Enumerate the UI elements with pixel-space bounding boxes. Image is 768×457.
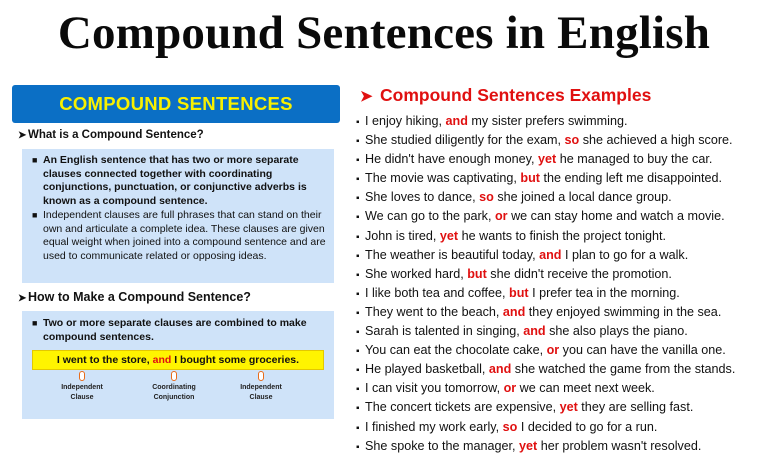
square-bullet-icon: ▪	[356, 193, 360, 205]
example-second-clause: she watched the game from the stands.	[511, 362, 736, 377]
square-bullet-icon: ▪	[356, 250, 360, 262]
example-first-clause: The weather is beautiful today,	[365, 247, 540, 262]
question-how-text: How to Make a Compound Sentence?	[28, 290, 251, 304]
example-first-clause: I enjoy hiking,	[365, 114, 446, 128]
example-list-item	[356, 322, 756, 341]
example-first-clause: John is tired,	[365, 228, 440, 243]
example-first-clause: She worked hard,	[365, 266, 468, 281]
square-bullet-icon: ■	[32, 155, 38, 165]
example-list-item	[356, 131, 756, 150]
example-first-clause: I like both tea and coffee,	[365, 285, 509, 300]
example-second-clause: my sister prefers swimming.	[467, 114, 628, 128]
example-second-clause: I plan to go for a walk.	[561, 247, 689, 262]
example-list-item	[356, 246, 756, 265]
how-to-text: Two or more separate clauses are combined to make compound sentences.	[43, 317, 307, 343]
pointer-icon	[79, 371, 85, 381]
example-conjunction: or	[546, 343, 560, 358]
independent-clause-text: Independent clauses are full phrases that can stand on their own and articulate a complete idea. These clauses are given equal weight when joined into a compound sentence and are used to communicate related or opposing ideas.	[43, 209, 326, 262]
example-conjunction: or	[503, 381, 517, 396]
example-first-clause: I finished my work early,	[365, 419, 503, 434]
square-bullet-icon: ▪	[356, 384, 360, 396]
label-coordinating-conjunction: Coordinating Conjunction	[152, 384, 196, 401]
example-list-item	[356, 227, 756, 246]
square-bullet-icon: ▪	[356, 441, 360, 453]
page-title: Compound Sentences in English	[57, 7, 711, 59]
example-list-item	[356, 360, 756, 379]
example-second-clause: you can have the vanilla one.	[559, 343, 726, 358]
example-first-clause: He didn't have enough money,	[365, 152, 539, 167]
example-first-clause: Sarah is talented in singing,	[365, 324, 524, 339]
example-conjunction: and	[445, 114, 468, 128]
example-second-clause: she didn't receive the promotion.	[486, 266, 672, 281]
definition-box	[22, 149, 334, 283]
square-bullet-icon: ▪	[356, 155, 360, 167]
example-second-clause: she achieved a high score.	[579, 133, 733, 148]
example-sentence	[32, 350, 324, 370]
square-bullet-icon: ■	[32, 210, 38, 220]
label-independent-clause: Independent Clause	[61, 384, 103, 401]
square-bullet-icon: ▪	[356, 231, 360, 243]
example-first-clause: The concert tickets are expensive,	[365, 400, 560, 415]
example-first-clause: She studied diligently for the exam,	[365, 133, 565, 148]
example-first-clause: He played basketball,	[365, 362, 489, 377]
example-conjunction: so	[564, 133, 580, 148]
square-bullet-icon: ▪	[356, 403, 360, 415]
example-second-clause: the ending left me disappointed.	[540, 171, 723, 186]
example-conjunction: so	[502, 419, 518, 434]
label-independent-clause: Independent Clause	[240, 384, 282, 401]
example-list-item	[356, 303, 756, 322]
example-list-item	[356, 379, 756, 398]
example-conjunction: but	[467, 266, 487, 281]
arrow-right-icon: ➤	[18, 293, 27, 304]
example-list-item	[356, 169, 756, 188]
example-second-clause: her problem wasn't resolved.	[537, 438, 702, 453]
square-bullet-icon: ▪	[356, 212, 360, 224]
independent-clause-bullet	[32, 209, 330, 263]
square-bullet-icon: ▪	[356, 174, 360, 186]
pointer-icon	[171, 371, 177, 381]
example-first-clause: She loves to dance,	[365, 190, 480, 205]
example-list-item	[356, 398, 756, 417]
square-bullet-icon: ▪	[356, 346, 360, 358]
example-list-item	[356, 112, 756, 131]
square-bullet-icon: ▪	[356, 288, 360, 300]
question-what-text: What is a Compound Sentence?	[28, 129, 204, 141]
definition-panel	[12, 85, 340, 428]
arrow-right-icon: ➤	[360, 88, 373, 105]
examples-heading-text: Compound Sentences Examples	[380, 85, 652, 105]
example-second-clause: we can meet next week.	[516, 381, 655, 396]
how-to-bullet	[32, 317, 328, 344]
example-conjunction: and	[488, 362, 512, 377]
example-conjunction: or	[494, 209, 508, 224]
square-bullet-icon: ▪	[356, 269, 360, 281]
arrow-right-icon: ➤	[18, 130, 27, 141]
examples-list	[356, 112, 756, 456]
example-conjunction: and	[152, 354, 172, 366]
example-conjunction: so	[479, 190, 494, 205]
panel-header-title: COMPOUND SENTENCES	[59, 93, 293, 114]
example-conjunction: but	[509, 285, 529, 300]
example-conjunction: yet	[538, 152, 557, 167]
example-first-clause: I can visit you tomorrow,	[365, 381, 504, 396]
example-first-clause: They went to the beach,	[365, 304, 503, 319]
example-list-item	[356, 341, 756, 360]
definition-bullet	[32, 154, 330, 208]
example-list-item	[356, 265, 756, 284]
example-second-clause: she also plays the piano.	[545, 324, 688, 339]
example-conjunction: yet	[439, 228, 459, 243]
how-to-box	[22, 311, 334, 419]
example-conjunction: and	[502, 304, 526, 319]
example-list-item	[356, 207, 756, 226]
example-list-item	[356, 284, 756, 303]
square-bullet-icon: ▪	[356, 327, 360, 339]
pointer-icon	[258, 371, 264, 381]
example-conjunction: and	[539, 247, 562, 262]
example-clause-2: I bought some groceries.	[171, 354, 300, 366]
example-first-clause: You can eat the chocolate cake,	[365, 343, 547, 358]
example-second-clause: he wants to finish the project tonight.	[458, 228, 667, 243]
question-what-heading	[18, 129, 204, 141]
example-second-clause: they are selling fast.	[577, 400, 694, 415]
example-conjunction: yet	[519, 438, 538, 453]
example-first-clause: The movie was captivating,	[365, 171, 521, 186]
square-bullet-icon: ▪	[356, 307, 360, 319]
square-bullet-icon: ▪	[356, 136, 360, 148]
definition-text: An English sentence that has two or more separate clauses connected together with coordinating conjunctions, punctuation, or conjunctive adverbs is known as a compound sentence.	[43, 154, 307, 207]
panel-header	[12, 85, 340, 123]
example-list-item	[356, 418, 756, 437]
example-second-clause: we can stay home and watch a movie.	[507, 209, 725, 224]
example-second-clause: she joined a local dance group.	[493, 190, 672, 205]
square-bullet-icon: ▪	[356, 422, 360, 434]
example-list-item	[356, 188, 756, 207]
example-second-clause: he managed to buy the car.	[556, 152, 713, 167]
example-conjunction: but	[520, 171, 540, 186]
example-first-clause: She spoke to the manager,	[365, 438, 520, 453]
square-bullet-icon: ■	[32, 318, 38, 328]
example-second-clause: I prefer tea in the morning.	[528, 285, 680, 300]
example-conjunction: yet	[559, 400, 578, 415]
example-list-item	[356, 437, 756, 456]
example-second-clause: they enjoyed swimming in the sea.	[525, 304, 722, 319]
example-conjunction: and	[523, 324, 546, 339]
example-list-item	[356, 150, 756, 169]
example-second-clause: I decided to go for a run.	[517, 419, 658, 434]
example-clause-1: I went to the store,	[56, 354, 153, 366]
square-bullet-icon: ▪	[356, 117, 360, 128]
example-first-clause: We can go to the park,	[365, 209, 495, 224]
examples-heading	[360, 84, 651, 106]
square-bullet-icon: ▪	[356, 365, 360, 377]
question-how-heading	[18, 290, 251, 304]
